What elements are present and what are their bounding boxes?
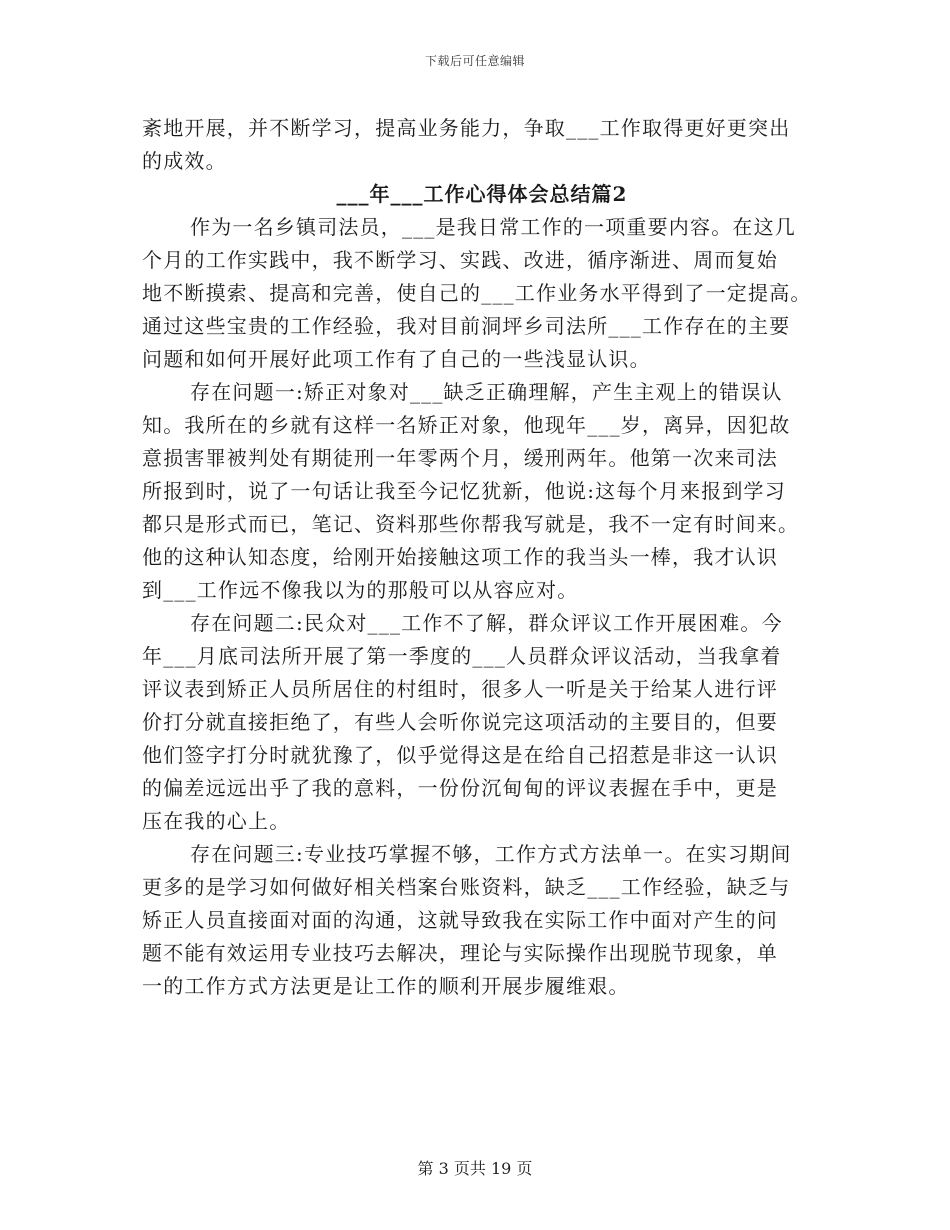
section-heading: ___年___工作心得体会总结篇2 — [336, 182, 628, 206]
text-line: 年___月底司法所开展了第一季度的___人员群众评议活动，当我拿着 — [142, 644, 782, 668]
text-line: 矫正人员直接面对面的沟通，这就导致我在实际工作中面对产生的问 — [142, 908, 778, 932]
text-line: 所报到时，说了一句话让我至今记忆犹新，他说:这每个月来报到学习 — [142, 479, 786, 503]
paragraph-1 — [142, 211, 822, 376]
text-line: 的成效。 — [142, 149, 227, 173]
text-line: 地不断摸索、提高和完善，使自己的___工作业务水平得到了一定提高。 — [142, 281, 812, 305]
text-line: 压在我的心上。 — [142, 809, 291, 833]
text-line: 知。我所在的乡就有这样一名矫正对象，他现年___岁，离异，因犯故 — [142, 413, 791, 437]
text-line: 他的这种认知态度，给刚开始接触这项工作的我当头一棒，我才认识 — [142, 545, 778, 569]
paragraph-2 — [142, 376, 822, 607]
text-line: 通过这些宝贵的工作经验，我对目前洞坪乡司法所___工作存在的主要 — [142, 314, 791, 338]
document-body — [142, 112, 822, 1003]
text-line: 到___工作远不像我以为的那般可以从容应对。 — [142, 578, 579, 602]
text-line: 题不能有效运用专业技巧去解决，理论与实际操作出现脱节现象，单 — [142, 941, 778, 965]
paragraph-3 — [142, 607, 822, 838]
page-header: 下载后可任意编辑 — [424, 54, 525, 68]
text-line: 存在问题一:矫正对象对___缺乏正确理解，产生主观上的错误认 — [190, 380, 783, 404]
paragraph-4 — [142, 838, 822, 1003]
text-line: 价打分就直接拒绝了，有些人会听你说完这项活动的主要目的，但要 — [142, 710, 778, 734]
text-line: 个月的工作实践中，我不断学习、实践、改进，循序渐进、周而复始 — [142, 248, 778, 272]
text-line: 都只是形式而已，笔记、资料那些你帮我写就是，我不一定有时间来。 — [142, 512, 800, 536]
text-line: 紊地开展，并不断学习，提高业务能力，争取___工作取得更好更突出 — [142, 116, 791, 140]
text-line: 评议表到矫正人员所居住的村组时，很多人一听是关于给某人进行评 — [142, 677, 778, 701]
text-line: 问题和如何开展好此项工作有了自己的一些浅显认识。 — [142, 347, 651, 371]
text-line: 存在问题三:专业技巧掌握不够，工作方式方法单一。在实习期间 — [190, 842, 792, 866]
text-line: 他们签字打分时就犹豫了，似乎觉得这是在给自己招惹是非这一认识 — [142, 743, 778, 767]
text-line: 更多的是学习如何做好相关档案台账资料，缺乏___工作经验，缺乏与 — [142, 875, 791, 899]
text-line: 作为一名乡镇司法员，___是我日常工作的一项重要内容。在这几 — [190, 215, 796, 239]
text-line: 一的工作方式方法更是让工作的顺利开展步履维艰。 — [142, 974, 630, 998]
text-line: 存在问题二:民众对___工作不了解，群众评议工作开展困难。今 — [190, 611, 783, 635]
text-line: 意损害罪被判处有期徒刑一年零两个月，缓刑两年。他第一次来司法 — [142, 446, 778, 470]
text-line: 的偏差远远出乎了我的意料，一份份沉甸甸的评议表握在手中，更是 — [142, 776, 778, 800]
page-footer: 第 3 页共 19 页 — [417, 1159, 533, 1178]
